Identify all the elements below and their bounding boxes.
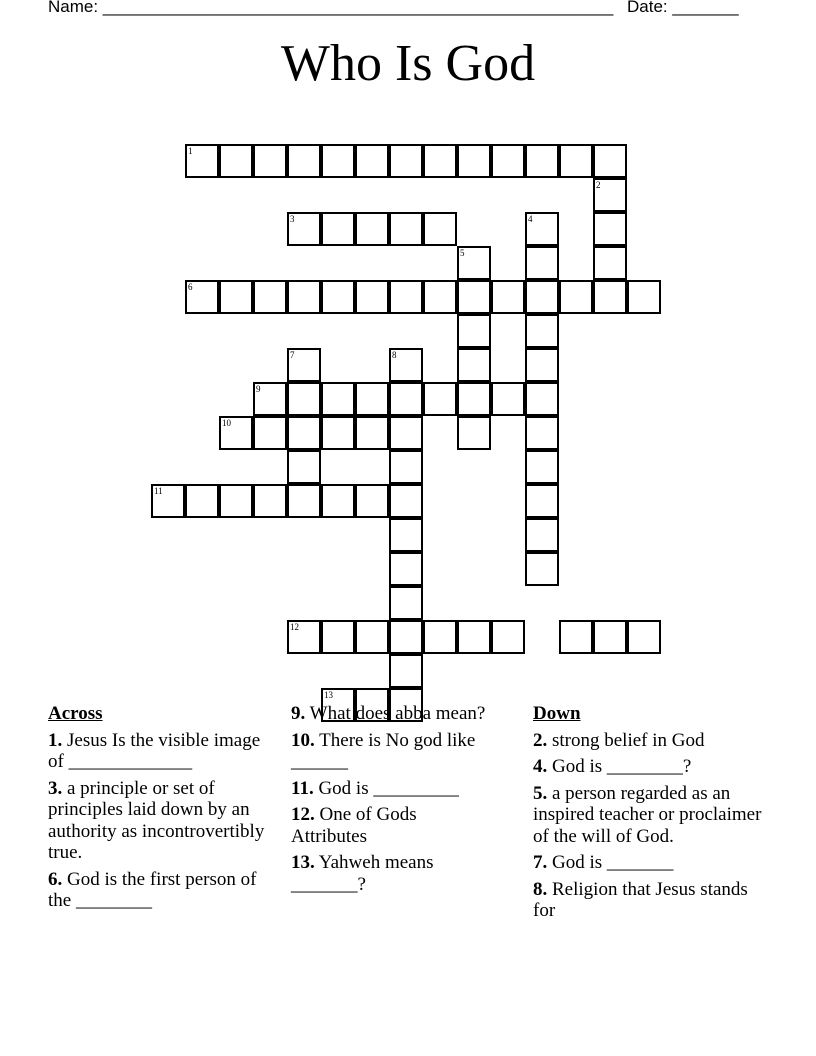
grid-cell[interactable] [389, 144, 423, 178]
grid-cell[interactable] [457, 416, 491, 450]
clue-number: 9 [256, 384, 261, 394]
down-heading: Down [533, 703, 581, 724]
clue-number: 5 [460, 248, 465, 258]
grid-cell[interactable] [525, 314, 559, 348]
grid-cell[interactable] [525, 280, 559, 314]
clue-number: 3 [290, 214, 295, 224]
grid-cell[interactable] [287, 382, 321, 416]
grid-cell[interactable] [219, 280, 253, 314]
across-clues-column-2 [291, 703, 491, 900]
grid-cell[interactable] [389, 654, 423, 688]
clue-across-1: 1. Jesus Is the visible image of _____________ [48, 729, 261, 772]
grid-cell[interactable] [491, 382, 525, 416]
grid-cell[interactable] [457, 314, 491, 348]
grid-cell[interactable] [253, 382, 287, 416]
grid-cell[interactable] [525, 144, 559, 178]
clue-across-13: 13. Yahweh means _______? [291, 852, 434, 895]
clue-down-7: 7. God is _______ [533, 852, 674, 873]
grid-cell[interactable] [389, 280, 423, 314]
grid-cell[interactable] [321, 416, 355, 450]
clue-across-12: 12. One of Gods Attributes [291, 804, 417, 847]
grid-cell[interactable] [525, 212, 559, 246]
grid-cell[interactable] [593, 246, 627, 280]
grid-cell[interactable] [457, 348, 491, 382]
grid-cell[interactable] [525, 552, 559, 586]
grid-cell[interactable] [355, 212, 389, 246]
grid-cell[interactable] [593, 620, 627, 654]
grid-cell[interactable] [287, 212, 321, 246]
grid-cell[interactable] [457, 246, 491, 280]
grid-cell[interactable] [321, 484, 355, 518]
grid-cell[interactable] [423, 212, 457, 246]
grid-cell[interactable] [219, 144, 253, 178]
clue-across-10: 10. There is No god like ______ [291, 729, 476, 772]
page-title: Who Is God [280, 35, 536, 92]
grid-cell[interactable] [355, 620, 389, 654]
grid-cell[interactable] [389, 212, 423, 246]
date-field-label: Date: _______ [627, 0, 739, 16]
grid-cell[interactable] [491, 620, 525, 654]
grid-cell[interactable] [389, 348, 423, 382]
grid-cell[interactable] [151, 484, 185, 518]
grid-cell[interactable] [389, 382, 423, 416]
grid-cell[interactable] [253, 416, 287, 450]
grid-cell[interactable] [525, 246, 559, 280]
clue-number: 7 [290, 350, 295, 360]
grid-cell[interactable] [593, 144, 627, 178]
clue-down-2: 2. strong belief in God [533, 729, 705, 751]
clue-number: 2 [596, 180, 601, 190]
grid-cell[interactable] [355, 280, 389, 314]
grid-cell[interactable] [355, 144, 389, 178]
grid-cell[interactable] [389, 518, 423, 552]
grid-cell[interactable] [219, 416, 253, 450]
grid-cell[interactable] [321, 382, 355, 416]
grid-cell[interactable] [321, 212, 355, 246]
grid-cell[interactable] [287, 484, 321, 518]
grid-cell[interactable] [321, 620, 355, 654]
clue-number: 4 [528, 214, 533, 224]
grid-cell[interactable] [355, 382, 389, 416]
grid-cell[interactable] [457, 382, 491, 416]
grid-cell[interactable] [287, 416, 321, 450]
grid-cell[interactable] [627, 280, 661, 314]
name-field-label: Name: ______________________________________________________ [48, 0, 614, 16]
grid-cell[interactable] [525, 416, 559, 450]
grid-cell[interactable] [389, 620, 423, 654]
clue-number: 10 [222, 418, 231, 428]
grid-cell[interactable] [287, 620, 321, 654]
grid-cell[interactable] [287, 144, 321, 178]
grid-cell[interactable] [457, 280, 491, 314]
clue-down-8: 8. Religion that Jesus stands for [533, 878, 748, 921]
clue-number: 13 [324, 690, 333, 700]
grid-cell[interactable] [559, 280, 593, 314]
grid-cell[interactable] [287, 450, 321, 484]
grid-cell[interactable] [389, 586, 423, 620]
grid-cell[interactable] [389, 484, 423, 518]
clue-number: 12 [290, 622, 299, 632]
grid-cell[interactable] [321, 144, 355, 178]
grid-cell[interactable] [355, 484, 389, 518]
grid-cell[interactable] [559, 144, 593, 178]
grid-cell[interactable] [253, 484, 287, 518]
grid-cell[interactable] [185, 280, 219, 314]
grid-cell[interactable] [389, 450, 423, 484]
grid-cell[interactable] [593, 212, 627, 246]
grid-cell[interactable] [457, 620, 491, 654]
grid-cell[interactable] [287, 280, 321, 314]
grid-cell[interactable] [321, 280, 355, 314]
grid-cell[interactable] [593, 178, 627, 212]
grid-cell[interactable] [559, 620, 593, 654]
grid-cell[interactable] [525, 348, 559, 382]
grid-cell[interactable] [389, 552, 423, 586]
grid-cell[interactable] [185, 144, 219, 178]
clue-down-4: 4. God is ________? [533, 756, 692, 777]
grid-cell[interactable] [627, 620, 661, 654]
grid-cell[interactable] [457, 144, 491, 178]
grid-cell[interactable] [219, 484, 253, 518]
grid-cell[interactable] [389, 416, 423, 450]
grid-cell[interactable] [525, 484, 559, 518]
clue-across-3: 3. a principle or set of principles laid down by an authority as incontrovertibly true. [48, 777, 265, 863]
grid-cell[interactable] [253, 280, 287, 314]
clue-number: 6 [188, 282, 193, 292]
grid-cell[interactable] [525, 518, 559, 552]
grid-cell[interactable] [423, 620, 457, 654]
grid-cell[interactable] [423, 382, 457, 416]
grid-cell[interactable] [525, 450, 559, 484]
across-heading: Across [48, 703, 103, 724]
grid-cell[interactable] [423, 144, 457, 178]
grid-cell[interactable] [253, 144, 287, 178]
grid-cell[interactable] [593, 280, 627, 314]
clue-number: 1 [188, 146, 193, 156]
grid-cell[interactable] [423, 280, 457, 314]
down-clues-column [533, 703, 763, 927]
grid-cell[interactable] [185, 484, 219, 518]
grid-cell[interactable] [525, 382, 559, 416]
clue-number: 11 [154, 486, 163, 496]
clue-across-11: 11. God is _________ [291, 777, 459, 799]
grid-cell[interactable] [491, 144, 525, 178]
across-clues-column-1 [48, 703, 280, 917]
grid-cell[interactable] [287, 348, 321, 382]
clue-across-9: 9. What does abba mean? [291, 703, 486, 724]
clue-across-6: 6. God is the first person of the ________ [48, 868, 257, 911]
grid-cell[interactable] [491, 280, 525, 314]
clue-down-5: 5. a person regarded as an inspired teacher or proclaimer of the will of God. [533, 782, 762, 847]
clue-number: 8 [392, 350, 397, 360]
grid-cell[interactable] [355, 416, 389, 450]
